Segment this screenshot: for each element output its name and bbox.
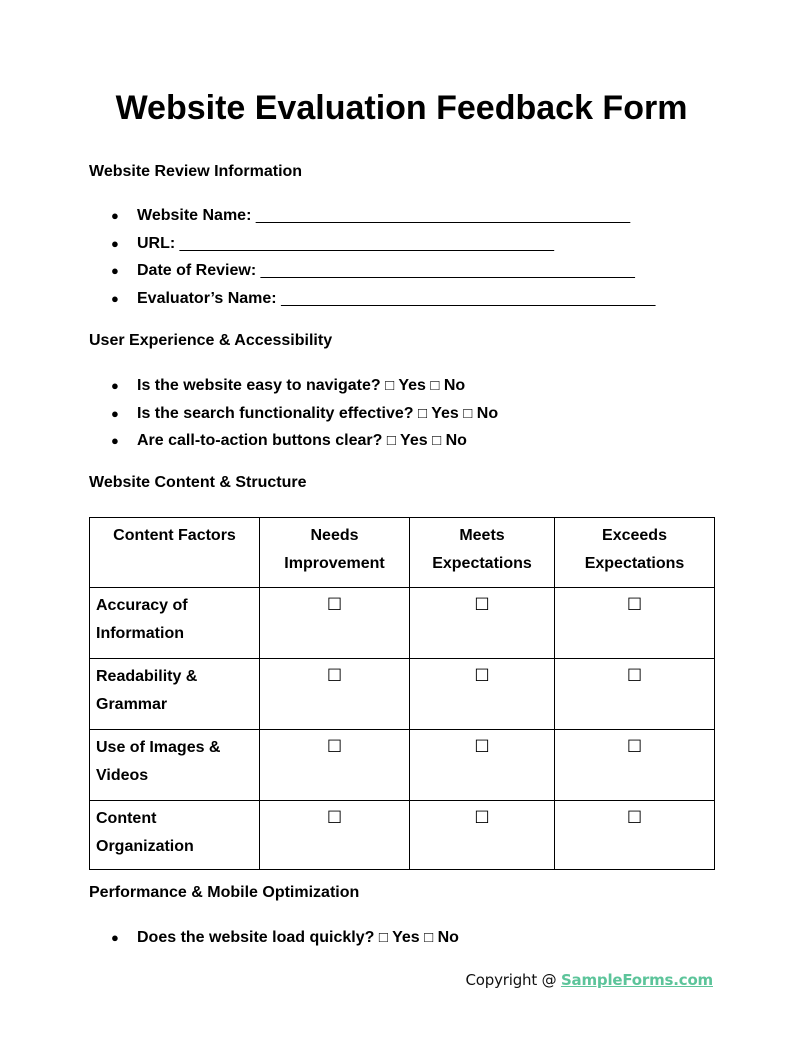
yes-checkbox[interactable]: □ [378,929,388,946]
bullet-icon: ● [111,930,119,945]
bullet-icon: ● [111,433,119,448]
content-evaluation-table [89,517,715,870]
table-row [90,801,715,870]
section-heading-performance: Performance & Mobile Optimization [89,884,360,901]
header-content-factors: Content Factors [90,518,260,588]
yes-label: Yes [392,929,420,946]
no-checkbox[interactable]: □ [424,929,434,946]
yes-checkbox[interactable]: □ [417,404,428,422]
table-header-row [90,518,715,588]
question-text: Are call-to-action buttons clear? [137,432,383,449]
field-label: Evaluator’s Name: [137,289,277,307]
section-heading-review-info: Website Review Information [89,163,303,180]
table-row [90,588,715,659]
no-label: No [437,929,459,946]
needs-improvement-checkbox[interactable]: ☐ [260,659,410,730]
list-item-website-name [89,202,655,230]
factor-cell [90,801,260,870]
no-label: No [476,404,499,422]
header-exceeds-expectations: Exceeds Expectations [555,518,715,588]
bullet-icon: ● [111,378,119,393]
page-title: Website Evaluation Feedback Form [115,89,688,127]
table-row [90,730,715,801]
factor-label: Content Organization [96,810,194,855]
no-label: No [443,377,466,394]
exceeds-expectations-checkbox[interactable]: ☐ [555,801,715,870]
exceeds-expectations-checkbox[interactable]: ☐ [555,659,715,730]
header-needs-improvement: Needs Improvement [260,518,410,588]
field-label: Website Name: [137,207,252,224]
section-heading-user-experience: User Experience & Accessibility [89,332,333,349]
copyright-footer [466,969,713,991]
needs-improvement-checkbox[interactable]: ☐ [260,801,410,870]
review-info-list [89,202,655,312]
evaluator-name-field[interactable]: ____________________________________________ [281,289,655,307]
question-text: Is the website easy to navigate? [137,377,381,394]
yes-checkbox[interactable]: □ [386,432,396,449]
user-experience-list [89,372,498,455]
question-text: Is the search functionality effective? [137,404,414,422]
yes-label: Yes [431,404,459,422]
performance-list [89,924,459,952]
exceeds-expectations-checkbox[interactable]: ☐ [555,730,715,801]
needs-improvement-checkbox[interactable]: ☐ [260,588,410,659]
exceeds-expectations-checkbox[interactable]: ☐ [555,588,715,659]
meets-expectations-checkbox[interactable]: ☐ [410,730,555,801]
header-meets-expectations: Meets Expectations [410,518,555,588]
bullet-icon: ● [111,208,119,223]
question-text: Does the website load quickly? [137,929,375,946]
list-item-navigation [89,372,498,400]
list-item-url [89,230,655,258]
factor-label: Readability & Grammar [90,659,260,730]
list-item-load-speed [89,924,459,952]
meets-expectations-checkbox[interactable]: ☐ [410,801,555,870]
sampleforms-link[interactable]: SampleForms.com [560,971,713,989]
table-row [90,659,715,730]
yes-label: Yes [400,432,428,449]
no-checkbox[interactable]: □ [463,404,473,422]
needs-improvement-checkbox[interactable]: ☐ [260,730,410,801]
no-label: No [445,432,467,449]
date-of-review-field[interactable]: ____________________________________________ [260,262,635,279]
copyright-text: Copyright @ [465,971,561,989]
yes-label: Yes [398,377,426,394]
bullet-icon: ● [111,290,119,306]
bullet-icon: ● [111,263,119,278]
field-label: Date of Review: [137,262,257,279]
list-item-evaluator-name [89,285,655,313]
meets-expectations-checkbox[interactable]: ☐ [410,659,555,730]
list-item-search [89,400,498,428]
url-field[interactable]: ____________________________________________ [179,234,554,252]
bullet-icon: ● [111,235,119,251]
section-heading-content-structure: Website Content & Structure [89,474,307,491]
meets-expectations-checkbox[interactable]: ☐ [410,588,555,659]
field-label: URL: [137,234,176,252]
yes-checkbox[interactable]: □ [385,377,395,394]
no-checkbox[interactable]: □ [432,432,442,449]
bullet-icon: ● [111,405,119,421]
factor-label: Accuracy of Information [90,588,260,659]
no-checkbox[interactable]: □ [430,377,440,394]
list-item-date-of-review [89,257,655,285]
list-item-cta [89,427,498,455]
website-name-field[interactable]: ____________________________________________ [255,207,630,224]
factor-label: Use of Images & Videos [90,730,260,801]
